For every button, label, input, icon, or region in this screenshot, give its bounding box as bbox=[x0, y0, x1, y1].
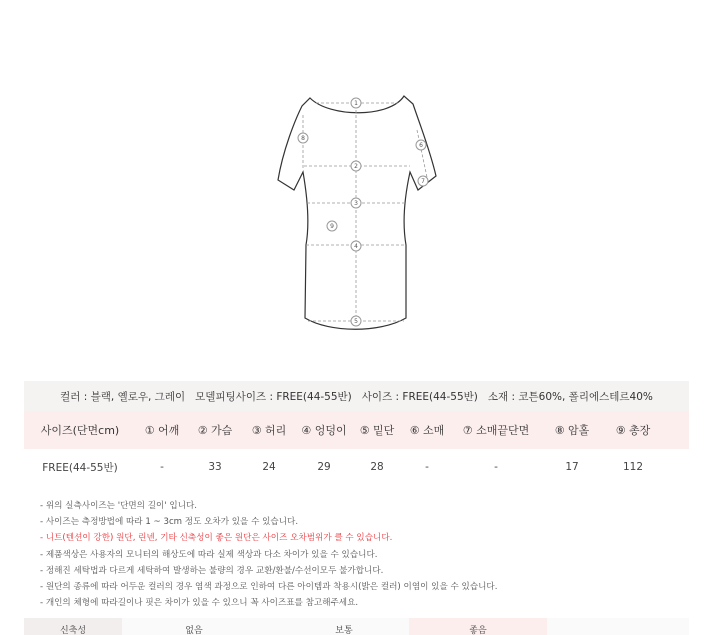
measurement-markers bbox=[298, 98, 428, 326]
cell-sleeve: - bbox=[425, 461, 429, 473]
cell-shoulder: - bbox=[160, 461, 164, 473]
note-item: - 제품색상은 사용자의 모니터의 해상도에 따라 실제 색상과 다소 차이가 있을 수 있습니다. bbox=[40, 549, 378, 560]
note-item: - 원단의 종류에 따라 어두운 컬러의 경우 염색 과정으로 인하여 다른 아이템과 착용시(밝은 컬러) 이염이 있을 수 있습니다. bbox=[40, 581, 498, 592]
model-size-info: 모델피팅사이즈 : FREE(44-55반) bbox=[195, 390, 352, 403]
marker-6: 6 bbox=[419, 142, 423, 149]
header-sleeve-end: ⑦ 소매끝단면 bbox=[462, 424, 530, 437]
product-info-row bbox=[24, 381, 689, 411]
cell-hip: 29 bbox=[317, 461, 331, 473]
header-shoulder: ① 어깨 bbox=[144, 424, 180, 437]
marker-9: 9 bbox=[330, 223, 334, 230]
cell-armhole: 17 bbox=[565, 461, 579, 473]
stretch-none: 없음 bbox=[185, 626, 203, 635]
marker-1: 1 bbox=[354, 100, 358, 107]
header-armhole: ⑧ 암홀 bbox=[554, 424, 590, 437]
material-info: 소재 : 코튼60%, 폴리에스테르40% bbox=[487, 390, 653, 403]
cell-size: FREE(44-55반) bbox=[42, 461, 118, 474]
stretch-normal: 보통 bbox=[335, 626, 353, 635]
header-total-length: ⑨ 총장 bbox=[615, 424, 651, 437]
stretch-good: 좋음 bbox=[409, 618, 547, 635]
cell-sleeve-end: - bbox=[494, 461, 498, 473]
marker-7: 7 bbox=[421, 178, 425, 185]
note-item-warning: - 니트(텐션이 강한) 원단, 린넨, 기타 신축성이 좋은 원단은 사이즈 오차범위가 클 수 있습니다. bbox=[40, 533, 393, 544]
header-size: 사이즈(단면cm) bbox=[40, 424, 120, 437]
note-item: - 위의 실측사이즈는 '단면의 길이' 입니다. bbox=[40, 501, 198, 511]
size-info: 사이즈 : FREE(44-55반) bbox=[361, 390, 478, 403]
marker-5: 5 bbox=[354, 318, 358, 325]
header-sleeve: ⑥ 소매 bbox=[409, 424, 445, 437]
header-hip: ④ 엉덩이 bbox=[301, 424, 347, 437]
note-item: - 사이즈는 측정방법에 따라 1 ~ 3cm 정도 오차가 있을 수 있습니다. bbox=[40, 517, 299, 528]
header-chest: ② 가슴 bbox=[197, 424, 233, 437]
marker-4: 4 bbox=[354, 243, 358, 250]
cell-hem: 28 bbox=[370, 461, 384, 473]
stretch-scale-bar bbox=[24, 618, 689, 635]
cell-chest: 33 bbox=[208, 461, 222, 473]
cell-total-length: 112 bbox=[622, 461, 644, 473]
marker-2: 2 bbox=[354, 163, 358, 170]
cell-waist: 24 bbox=[262, 461, 276, 473]
stretch-label: 신축성 bbox=[24, 618, 122, 635]
size-table-header bbox=[24, 411, 689, 449]
size-notes bbox=[40, 498, 680, 611]
note-item: - 정해진 세탁법과 다르게 세탁하여 발생하는 불량의 경우 교환/환불/수선이모두 불가합니다. bbox=[40, 565, 384, 576]
note-item: - 개인의 체형에 따라길이나 핏은 차이가 있을 수 있으니 꼭 사이즈표를 참고해주세요. bbox=[40, 598, 359, 609]
header-waist: ③ 허리 bbox=[251, 424, 287, 437]
header-hem: ⑤ 밑단 bbox=[359, 424, 395, 437]
color-info: 컬러 : 블랙, 옐로우, 그레이 bbox=[60, 390, 186, 403]
marker-3: 3 bbox=[354, 200, 358, 207]
table-row bbox=[24, 449, 689, 485]
marker-8: 8 bbox=[301, 135, 305, 142]
